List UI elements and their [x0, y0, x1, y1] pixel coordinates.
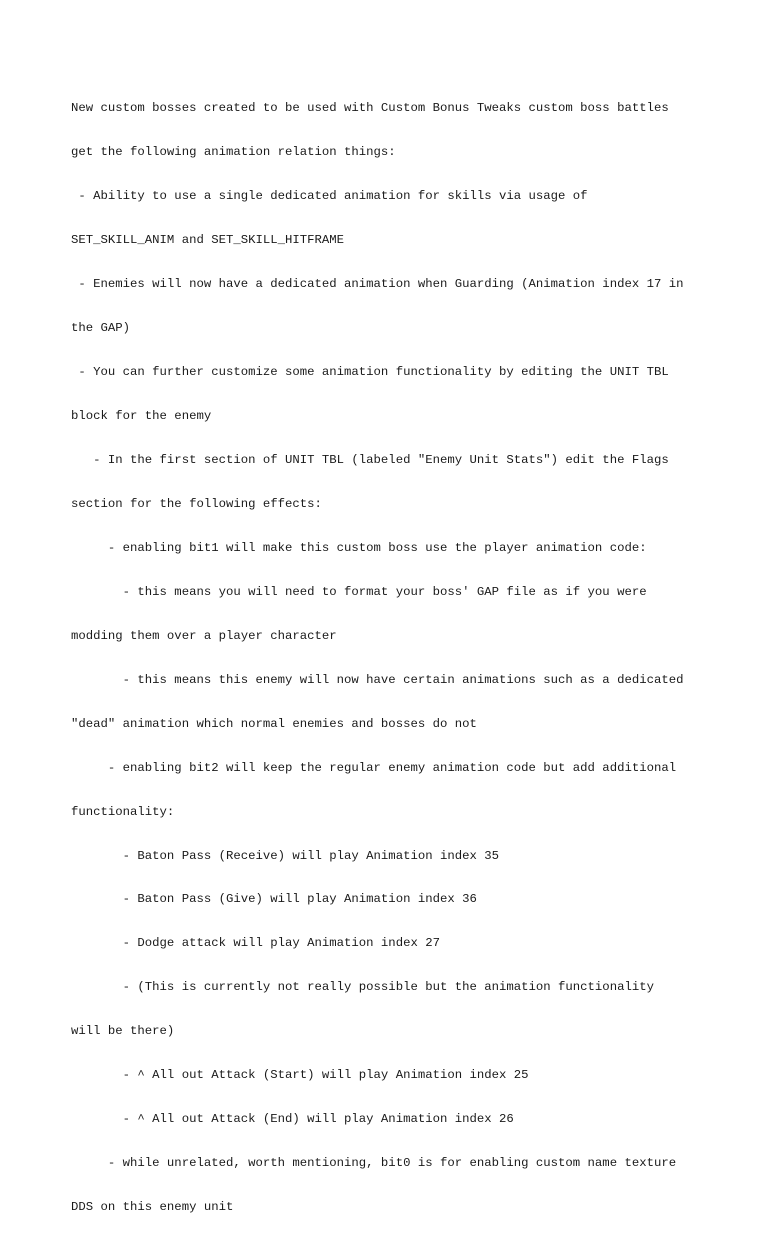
document-text	[71, 72, 711, 1244]
text-line: the GAP)	[71, 321, 131, 336]
text-line: - Baton Pass (Give) will play Animation index 36	[71, 892, 477, 907]
text-line: - ^ All out Attack (Start) will play Animation index 25	[71, 1068, 529, 1083]
text-line: - In the first section of UNIT TBL (labeled "Enemy Unit Stats") edit the Flags	[71, 452, 669, 467]
text-line: block for the enemy	[71, 408, 212, 423]
text-line: get the following animation relation things:	[71, 145, 396, 160]
text-line: "dead" animation which normal enemies and bosses do not	[71, 716, 477, 731]
text-line: - this means this enemy will now have certain animations such as a dedicated	[71, 672, 684, 687]
text-line: section for the following effects:	[71, 496, 322, 511]
text-line: will be there)	[71, 1024, 175, 1039]
text-line: - Dodge attack will play Animation index 27	[71, 936, 440, 951]
text-line: DDS on this enemy unit	[71, 1200, 234, 1215]
text-line: - enabling bit1 will make this custom boss use the player animation code:	[71, 540, 647, 555]
text-line: - You can further customize some animation functionality by editing the UNIT TBL	[71, 365, 669, 380]
text-line: functionality:	[71, 804, 175, 819]
text-line: - Baton Pass (Receive) will play Animation index 35	[71, 848, 500, 863]
text-line: - this means you will need to format your boss' GAP file as if you were	[71, 584, 647, 599]
text-line: - (This is currently not really possible but the animation functionality	[71, 980, 654, 995]
text-line: - Ability to use a single dedicated animation for skills via usage of	[71, 189, 588, 204]
text-line: New custom bosses created to be used with Custom Bonus Tweaks custom boss battles	[71, 101, 669, 116]
text-line: modding them over a player character	[71, 628, 337, 643]
text-line: - enabling bit2 will keep the regular enemy animation code but add additional	[71, 760, 677, 775]
text-line: - while unrelated, worth mentioning, bit0 is for enabling custom name texture	[71, 1156, 677, 1171]
text-line: - ^ All out Attack (End) will play Animation index 26	[71, 1112, 514, 1127]
text-line: - Enemies will now have a dedicated animation when Guarding (Animation index 17 in	[71, 277, 684, 292]
text-line: SET_SKILL_ANIM and SET_SKILL_HITFRAME	[71, 233, 345, 248]
